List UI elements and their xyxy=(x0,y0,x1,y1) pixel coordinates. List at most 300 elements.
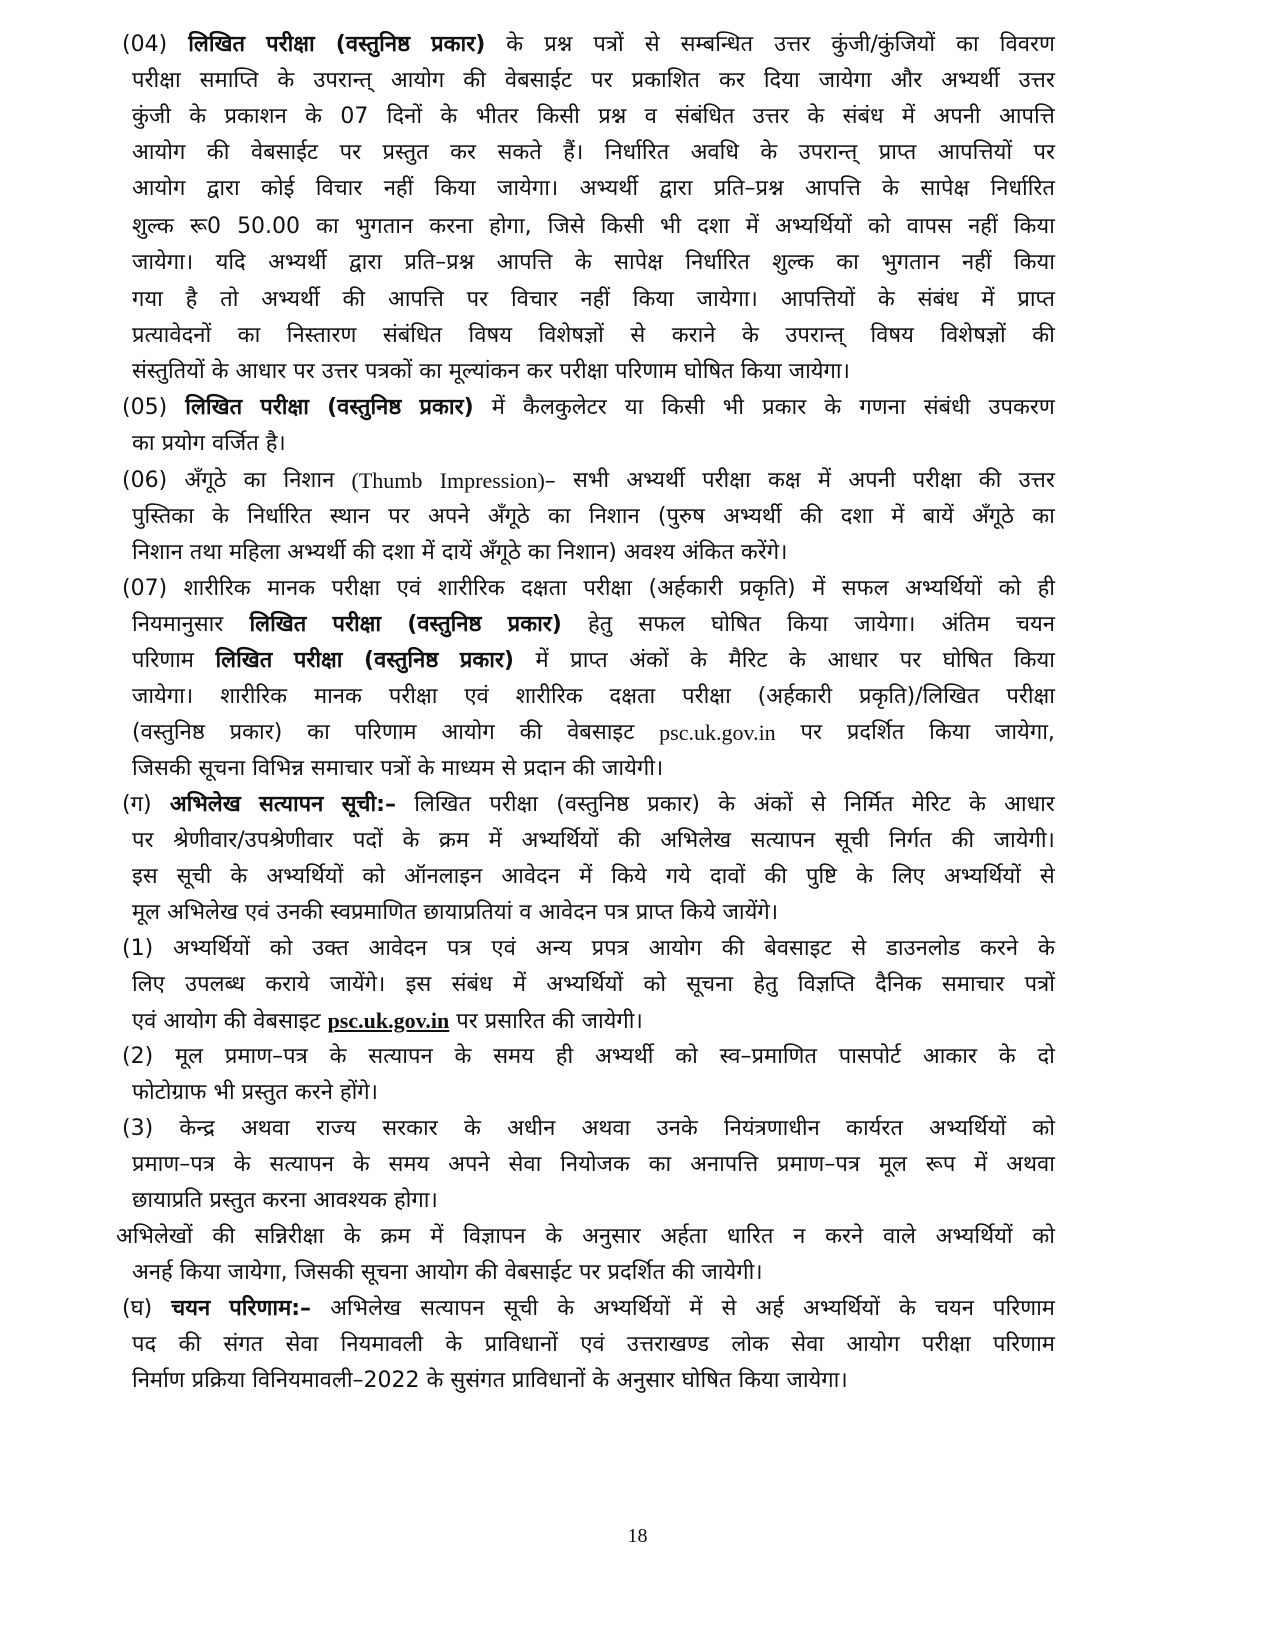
word xyxy=(179,1330,202,1360)
word xyxy=(681,30,753,60)
text-segment: आधार xyxy=(827,648,879,673)
word xyxy=(307,718,330,749)
word xyxy=(560,1150,630,1180)
word xyxy=(448,1150,490,1180)
text-segment: अनर्ह किया जायेगा, जिसकी सूचना आयोग की वेबसाईट पर प्रदर्शित की जायेगी। xyxy=(132,1260,763,1285)
word xyxy=(711,610,761,640)
word xyxy=(588,610,612,640)
word xyxy=(439,826,469,856)
text-segment: में xyxy=(981,287,995,312)
text-segment: प्रकार) xyxy=(647,792,700,817)
text-segment: उत्तर xyxy=(774,32,811,57)
word xyxy=(330,1042,347,1072)
text-segment: अभ्यर्थी xyxy=(268,250,327,275)
text-segment: की xyxy=(212,1224,235,1249)
word xyxy=(340,138,362,168)
word xyxy=(491,934,515,964)
word xyxy=(944,862,1021,892)
text-segment: विशेषज्ञों xyxy=(940,323,1006,348)
word xyxy=(907,212,952,242)
text-segment: तो xyxy=(220,287,239,312)
word xyxy=(969,790,986,820)
word xyxy=(1014,646,1055,676)
word xyxy=(556,1042,573,1072)
word xyxy=(633,285,674,315)
word xyxy=(610,682,656,712)
text-segment: के xyxy=(824,395,842,420)
word xyxy=(1040,862,1055,892)
text-segment: वेबसाईट xyxy=(504,68,573,93)
text-segment: एवं xyxy=(491,936,516,961)
word xyxy=(132,862,158,892)
text-segment: को xyxy=(1032,1116,1055,1141)
text-segment: उपरान्त् xyxy=(785,323,844,348)
text-segment: के xyxy=(557,1296,575,1321)
word xyxy=(132,1330,156,1360)
word xyxy=(988,393,1054,423)
text-segment: से xyxy=(630,323,646,348)
text-line xyxy=(132,862,1055,892)
text-segment: को xyxy=(998,576,1022,601)
text-segment: किसी xyxy=(600,214,644,239)
word xyxy=(848,466,895,497)
text-segment: अंतिम xyxy=(941,612,990,637)
text-segment: की xyxy=(721,936,745,961)
text-line xyxy=(132,898,945,928)
word xyxy=(710,862,745,892)
word xyxy=(920,174,969,204)
text-segment: पुस्तिका xyxy=(132,504,194,529)
word xyxy=(430,1222,443,1252)
word xyxy=(122,934,153,964)
word xyxy=(742,321,759,351)
text-segment: की xyxy=(463,68,486,93)
word xyxy=(764,862,787,892)
text-segment: उनके xyxy=(656,1116,698,1141)
word xyxy=(720,1042,817,1072)
text-line xyxy=(132,321,1055,351)
text-segment: पदों xyxy=(352,828,383,853)
word xyxy=(316,212,339,242)
word xyxy=(132,502,194,532)
word xyxy=(941,66,999,96)
word xyxy=(255,1222,324,1252)
text-segment: संबंधित xyxy=(382,323,443,348)
word xyxy=(811,790,826,820)
text-segment: विशेषज्ञों xyxy=(538,323,604,348)
text-segment: के xyxy=(882,176,900,201)
text-segment: में xyxy=(491,395,505,420)
text-segment: कैलकुलेटर xyxy=(523,395,607,420)
word xyxy=(661,393,704,423)
text-segment: जायेगा। xyxy=(132,250,194,275)
text-segment: अँगूठे xyxy=(971,504,1014,529)
word xyxy=(831,30,935,60)
text-segment: में xyxy=(974,1152,988,1177)
text-segment: संबंधी xyxy=(923,395,971,420)
text-segment: प्राविधानों xyxy=(484,1332,558,1357)
word xyxy=(879,1150,907,1180)
text-segment: वाले xyxy=(883,1224,916,1249)
word xyxy=(835,826,870,856)
text-segment: विचार xyxy=(315,176,363,201)
word xyxy=(212,1222,235,1252)
text-segment: के xyxy=(343,1224,361,1249)
word xyxy=(498,138,542,168)
text-segment: प्राप्त xyxy=(878,140,917,165)
word xyxy=(942,610,990,640)
text-segment: कार्यरत xyxy=(846,1116,903,1141)
word xyxy=(824,393,841,423)
text-line xyxy=(132,1186,505,1216)
text-segment: विज्ञप्ति xyxy=(797,972,855,997)
word xyxy=(1032,321,1055,351)
text-segment: में xyxy=(901,104,916,129)
word xyxy=(122,393,167,423)
text-segment: विषय xyxy=(468,323,512,348)
text-segment: अभ्यर्थी xyxy=(626,468,685,493)
word xyxy=(316,1114,356,1144)
word xyxy=(382,1114,437,1144)
word xyxy=(343,285,366,315)
text-segment: होगा, xyxy=(489,214,532,239)
text-segment: कुंजी/कुंजियों xyxy=(831,32,936,57)
text-segment: आयोग xyxy=(390,68,445,93)
word xyxy=(936,1222,1013,1252)
text-segment: अन्य xyxy=(535,936,572,961)
word xyxy=(868,212,891,242)
word xyxy=(266,862,343,892)
text-segment: रू0 xyxy=(189,214,221,239)
word xyxy=(724,1114,820,1144)
word xyxy=(579,862,592,892)
word xyxy=(207,138,230,168)
text-segment: के xyxy=(352,1152,370,1177)
word xyxy=(727,1222,773,1252)
text-segment: का xyxy=(307,720,330,745)
text-segment: किसी xyxy=(661,395,705,420)
word xyxy=(492,393,505,423)
text-segment: प्रकार) xyxy=(419,395,474,420)
word xyxy=(649,934,702,964)
word xyxy=(570,646,608,676)
text-segment: लिखित xyxy=(188,32,246,57)
word xyxy=(843,102,884,132)
text-segment: निर्माण प्रक्रिया विनियमावली–2022 के सुसंगत प्राविधानों के अनुसार घोषित किया जायेगा। xyxy=(132,1368,848,1393)
text-segment: के xyxy=(463,1116,481,1141)
text-segment: अनापत्ति xyxy=(690,1152,759,1177)
word xyxy=(287,321,357,351)
text-segment: शारीरिक xyxy=(183,576,251,601)
text-line xyxy=(132,610,1055,640)
text-segment: अभ्यर्थियों xyxy=(173,936,250,961)
text-segment: का xyxy=(237,323,261,348)
text-segment: (घ) xyxy=(122,1296,153,1321)
text-segment: का xyxy=(548,504,571,529)
text-segment: अभिलेख xyxy=(660,828,732,853)
word xyxy=(777,1150,860,1180)
word xyxy=(389,682,438,712)
word xyxy=(751,826,815,856)
text-line xyxy=(132,138,1055,168)
word xyxy=(580,285,610,315)
word xyxy=(383,138,429,168)
text-segment: अभ्यर्थियों xyxy=(905,576,982,601)
text-segment: धारित xyxy=(726,1224,774,1249)
text-segment: दो xyxy=(1037,1044,1055,1069)
text-segment: पर xyxy=(466,287,489,312)
word xyxy=(489,212,531,242)
text-segment: क्रम xyxy=(438,828,470,853)
text-segment: किया xyxy=(434,176,476,201)
word xyxy=(994,826,1055,856)
text-segment: के xyxy=(998,1044,1016,1069)
text-segment: पर xyxy=(591,68,613,93)
word xyxy=(536,934,572,964)
text-segment: बायें xyxy=(922,504,954,529)
word xyxy=(384,174,414,204)
text-segment: परीक्षा xyxy=(489,792,538,817)
word xyxy=(940,321,1005,351)
word xyxy=(660,212,681,242)
word xyxy=(905,574,982,604)
word xyxy=(229,1294,311,1324)
word xyxy=(999,1042,1016,1072)
word xyxy=(557,1294,574,1324)
text-segment: प्रकार) xyxy=(431,32,486,57)
text-segment: सरकार xyxy=(382,1116,438,1141)
text-segment: दशा xyxy=(840,504,874,529)
word xyxy=(497,248,553,278)
word xyxy=(892,862,925,892)
text-segment: प्रकाशित xyxy=(631,68,700,93)
word xyxy=(601,212,644,242)
word xyxy=(225,102,287,132)
text-segment: के xyxy=(574,250,592,275)
text-segment: द्वारा xyxy=(659,176,693,201)
word xyxy=(598,102,626,132)
word xyxy=(799,138,858,168)
word xyxy=(1034,138,1056,168)
word xyxy=(972,502,1014,532)
text-segment: सूची xyxy=(503,1296,539,1321)
word xyxy=(545,1222,562,1252)
word xyxy=(643,970,666,1000)
word xyxy=(368,934,427,964)
word xyxy=(445,1330,462,1360)
text-segment: किया xyxy=(1013,250,1055,275)
text-segment: कराने xyxy=(671,323,716,348)
text-line xyxy=(132,102,1055,132)
word xyxy=(768,466,801,497)
text-segment: की xyxy=(951,828,975,853)
text-segment: जायेगा। xyxy=(497,176,559,201)
word xyxy=(463,66,486,96)
word xyxy=(362,862,385,892)
text-segment: अभ्यर्थी xyxy=(941,68,1000,93)
word xyxy=(460,646,514,676)
word xyxy=(341,1330,423,1360)
word xyxy=(659,718,776,749)
word xyxy=(364,646,438,676)
text-segment: गये xyxy=(665,864,691,889)
word xyxy=(1019,466,1055,497)
text-segment: आधार xyxy=(1004,792,1055,817)
text-segment: को xyxy=(867,214,891,239)
word xyxy=(762,393,806,423)
text-segment: जायेगा, xyxy=(995,720,1055,745)
text-segment: मूल अभिलेख एवं उनकी स्वप्रमाणित छायाप्रतियां व आवेदन पत्र प्राप्त किये जायेंगे। xyxy=(132,900,779,925)
word xyxy=(886,934,960,964)
text-segment: आयोग xyxy=(648,936,702,961)
word xyxy=(980,934,1018,964)
text-segment: परिणाम xyxy=(354,720,417,745)
text-segment: क्रम xyxy=(380,1224,411,1249)
text-segment: आपत्तियों xyxy=(780,287,856,312)
word xyxy=(791,1330,824,1360)
word xyxy=(563,138,583,168)
text-segment: से xyxy=(1039,864,1055,889)
word xyxy=(859,393,905,423)
text-segment: उत्तर xyxy=(1018,468,1055,493)
text-segment: द्वारा xyxy=(348,250,383,275)
text-segment: संबंध xyxy=(842,104,884,129)
text-segment: परीक्षा xyxy=(922,1332,971,1357)
text-segment: (वस्तुनिष्ठ xyxy=(132,720,205,745)
text-segment: के xyxy=(402,828,420,853)
text-segment: या xyxy=(624,395,644,420)
website-link[interactable]: psc.uk.gov.in xyxy=(327,1008,450,1033)
word xyxy=(1032,1114,1055,1144)
word xyxy=(859,682,980,712)
text-segment: अभ्यर्थी xyxy=(723,504,782,529)
word xyxy=(1016,610,1055,640)
word xyxy=(305,102,322,132)
text-segment: से xyxy=(851,936,867,961)
word xyxy=(389,1150,430,1180)
word xyxy=(220,285,238,315)
text-segment: हेतु xyxy=(753,972,778,997)
text-segment: को xyxy=(269,936,293,961)
text-segment: वेबसाईट xyxy=(250,140,319,165)
word xyxy=(122,30,167,60)
text-segment: समाप्ति xyxy=(199,68,259,93)
word xyxy=(962,248,992,278)
word xyxy=(414,790,471,820)
word xyxy=(464,682,488,712)
word xyxy=(467,285,489,315)
text-segment: अभ्यर्थियों xyxy=(943,864,1021,889)
word xyxy=(265,970,309,1000)
text-segment: सापेक्ष xyxy=(920,176,970,201)
text-segment: जायेगा। xyxy=(854,612,916,637)
text-segment: निर्धारित xyxy=(990,176,1055,201)
text-segment: आकार xyxy=(922,1044,977,1069)
text-segment: के xyxy=(807,104,825,129)
word xyxy=(249,610,306,640)
text-segment: शुल्क xyxy=(132,214,174,239)
text-segment: भुगतान xyxy=(354,214,414,239)
text-line xyxy=(132,1366,975,1396)
text-segment: दिनों xyxy=(386,104,423,129)
word xyxy=(122,466,167,497)
text-segment: विचार xyxy=(510,287,558,312)
word xyxy=(875,970,922,1000)
word xyxy=(132,212,174,242)
word xyxy=(268,248,326,278)
text-segment: निर्धारित xyxy=(685,250,750,275)
text-segment: निर्धारित xyxy=(247,504,312,529)
word xyxy=(912,790,951,820)
text-segment: संबंध xyxy=(917,287,959,312)
word xyxy=(538,321,603,351)
text-segment: प्रत्यावेदनों xyxy=(132,323,212,348)
word xyxy=(723,393,744,423)
text-segment: कक्ष xyxy=(767,468,801,493)
word xyxy=(270,1150,334,1180)
word xyxy=(516,682,583,712)
text-segment: सफल xyxy=(638,612,686,637)
word xyxy=(312,934,348,964)
word xyxy=(764,934,831,964)
word xyxy=(1032,1222,1055,1252)
word xyxy=(509,1150,542,1180)
text-segment: में xyxy=(535,648,549,673)
text-segment: प्रमाण–पत्र xyxy=(777,1152,860,1177)
text-segment: यदि xyxy=(215,250,246,275)
word xyxy=(501,862,560,892)
text-line xyxy=(132,826,1055,856)
text-segment: से xyxy=(811,792,826,817)
word xyxy=(493,1042,534,1072)
word xyxy=(1004,790,1055,820)
text-segment: (07) xyxy=(122,576,168,601)
word xyxy=(900,646,922,676)
word xyxy=(686,970,733,1000)
text-segment: अभ्यर्थी xyxy=(261,287,320,312)
text-segment: के xyxy=(760,140,778,165)
text-segment: की xyxy=(1032,323,1055,348)
text-segment: गणना xyxy=(859,395,906,420)
text-segment: नियमानुसार xyxy=(132,612,224,637)
word xyxy=(506,30,523,60)
text-segment: अँगूठे xyxy=(487,504,530,529)
text-segment: के xyxy=(718,792,736,817)
text-segment: (04) xyxy=(122,32,168,57)
text-segment: अभ्यर्थियों xyxy=(266,864,344,889)
text-segment: है xyxy=(185,287,198,312)
word xyxy=(993,1330,1055,1360)
word xyxy=(188,30,245,60)
word xyxy=(330,502,370,532)
word xyxy=(638,610,685,640)
word xyxy=(929,1114,1006,1144)
text-line xyxy=(132,754,780,784)
text-segment: भीतर xyxy=(475,104,519,129)
text-segment: सम्बन्धित xyxy=(680,32,754,57)
word xyxy=(497,174,558,204)
word xyxy=(842,574,889,604)
word xyxy=(847,718,904,749)
text-segment: समय xyxy=(493,1044,534,1069)
text-segment: करने xyxy=(825,1224,864,1249)
text-segment: इस xyxy=(405,972,432,997)
word xyxy=(803,1294,880,1324)
text-segment: पद xyxy=(132,1332,157,1357)
word xyxy=(388,285,444,315)
text-segment: सूची:– xyxy=(341,792,396,817)
word xyxy=(659,174,692,204)
